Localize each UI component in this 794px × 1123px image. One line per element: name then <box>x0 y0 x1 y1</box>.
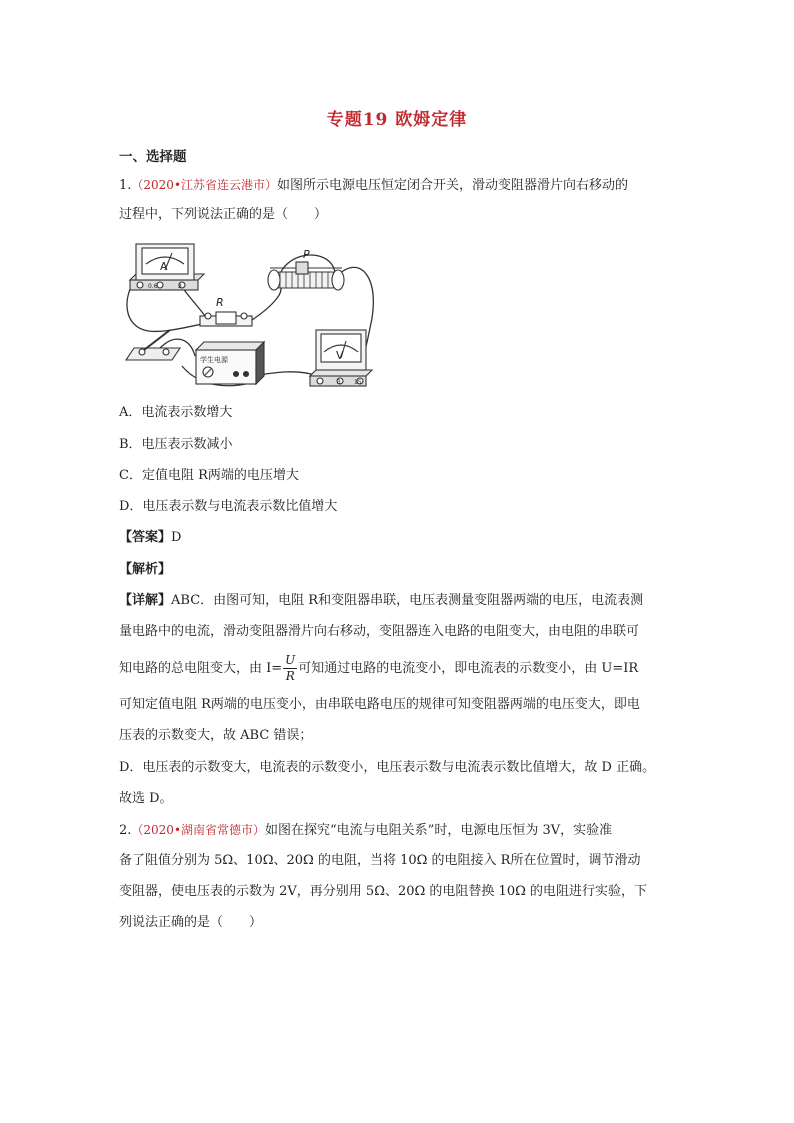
q2-source: （2020•湖南省常德市） <box>131 823 266 837</box>
answer-label: 【答案】 <box>119 530 172 545</box>
q1-stem-line1 <box>119 176 628 195</box>
q2-line1 <box>119 821 612 840</box>
ammeter-scale: 0.6 <box>148 283 158 290</box>
wire <box>252 286 281 320</box>
detail-line2: 量电路中的电流，滑动变阻器滑片向右移动，变阻器连入电路的电阻变大，由电阻的串联可 <box>119 624 640 639</box>
detail-line1 <box>119 592 643 610</box>
resistor-label: R <box>216 296 224 309</box>
page-title: 专题19 欧姆定律 <box>326 110 468 130</box>
q1-option-c: C．定值电阻 R两端的电压增大 <box>119 468 299 483</box>
ohm-law-fraction <box>283 653 297 684</box>
q2-line3: 变阻器，使电压表的示数为 2V，再分别用 5Ω、20Ω 的电阻替换 10Ω 的电阻进行实验，下 <box>119 884 648 899</box>
ammeter-label: A <box>160 260 168 273</box>
fraction-denominator: R <box>285 669 295 683</box>
power-supply-label: 学生电源 <box>200 356 228 364</box>
q1-answer <box>119 529 181 547</box>
q1-number: 1. <box>119 178 132 193</box>
detail-line3-a: 知电路的总电阻变大，由 I= <box>119 661 283 676</box>
q1-option-a: A．电流表示数增大 <box>119 405 233 420</box>
section-heading: 一、选择题 <box>119 149 187 165</box>
circuit-figure <box>120 238 390 390</box>
q2-number: 2. <box>119 823 132 838</box>
detail-line3-b: 可知通过电路的电流变小，即电流表的示数变小，由 U=IR <box>298 661 639 676</box>
switch <box>126 330 180 360</box>
q2-text: 如图在探究“电流与电阻关系”时，电源电压恒为 3V，实验准 <box>265 823 613 838</box>
detail-line6: D．电压表的示数变大，电流表的示数变小，电压表示数与电流表示数比值增大，故 D 正确。 <box>119 760 656 775</box>
detail-label: 【详解】 <box>119 593 172 608</box>
voltmeter-terminal: 3 <box>337 379 341 386</box>
detail-text: ABC．由图可知，电阻 R和变阻器串联，电压表测量变阻器两端的电压，电流表测 <box>171 593 644 608</box>
fixed-resistor <box>200 312 252 326</box>
q2-line4: 列说法正确的是（ ） <box>119 915 263 930</box>
q1-stem-text: 如图所示电源电压恒定闭合开关，滑动变阻器滑片向右移动的 <box>277 178 629 193</box>
q1-source: （2020•江苏省连云港市） <box>131 178 278 192</box>
detail-line4: 可知定值电阻 R两端的电压变小，由串联电路电压的规律可知变阻器两端的电压变大，即电 <box>119 697 640 712</box>
detail-line3 <box>119 652 638 686</box>
q1-stem-line2: 过程中，下列说法正确的是（ ） <box>119 207 328 222</box>
q2-line2: 备了阻值分别为 5Ω、10Ω、20Ω 的电阻，当将 10Ω 的电阻接入 R所在位置时，调节滑动 <box>119 853 641 868</box>
analysis-label: 【解析】 <box>119 562 172 577</box>
slider-label: P <box>303 248 310 261</box>
answer-value: D <box>171 530 182 545</box>
voltmeter-label: V <box>336 349 344 362</box>
fraction-numerator: U <box>285 653 296 667</box>
detail-line5: 压表的示数变大，故 ABC 错误； <box>119 728 313 743</box>
detail-line7: 故选 D。 <box>119 791 173 806</box>
q1-option-b: B．电压表示数减小 <box>119 437 233 452</box>
voltmeter-terminal-15: 15 <box>354 379 362 386</box>
q1-option-d: D．电压表示数与电流表示数比值增大 <box>119 499 338 514</box>
ammeter-terminal: 3 <box>178 283 182 290</box>
